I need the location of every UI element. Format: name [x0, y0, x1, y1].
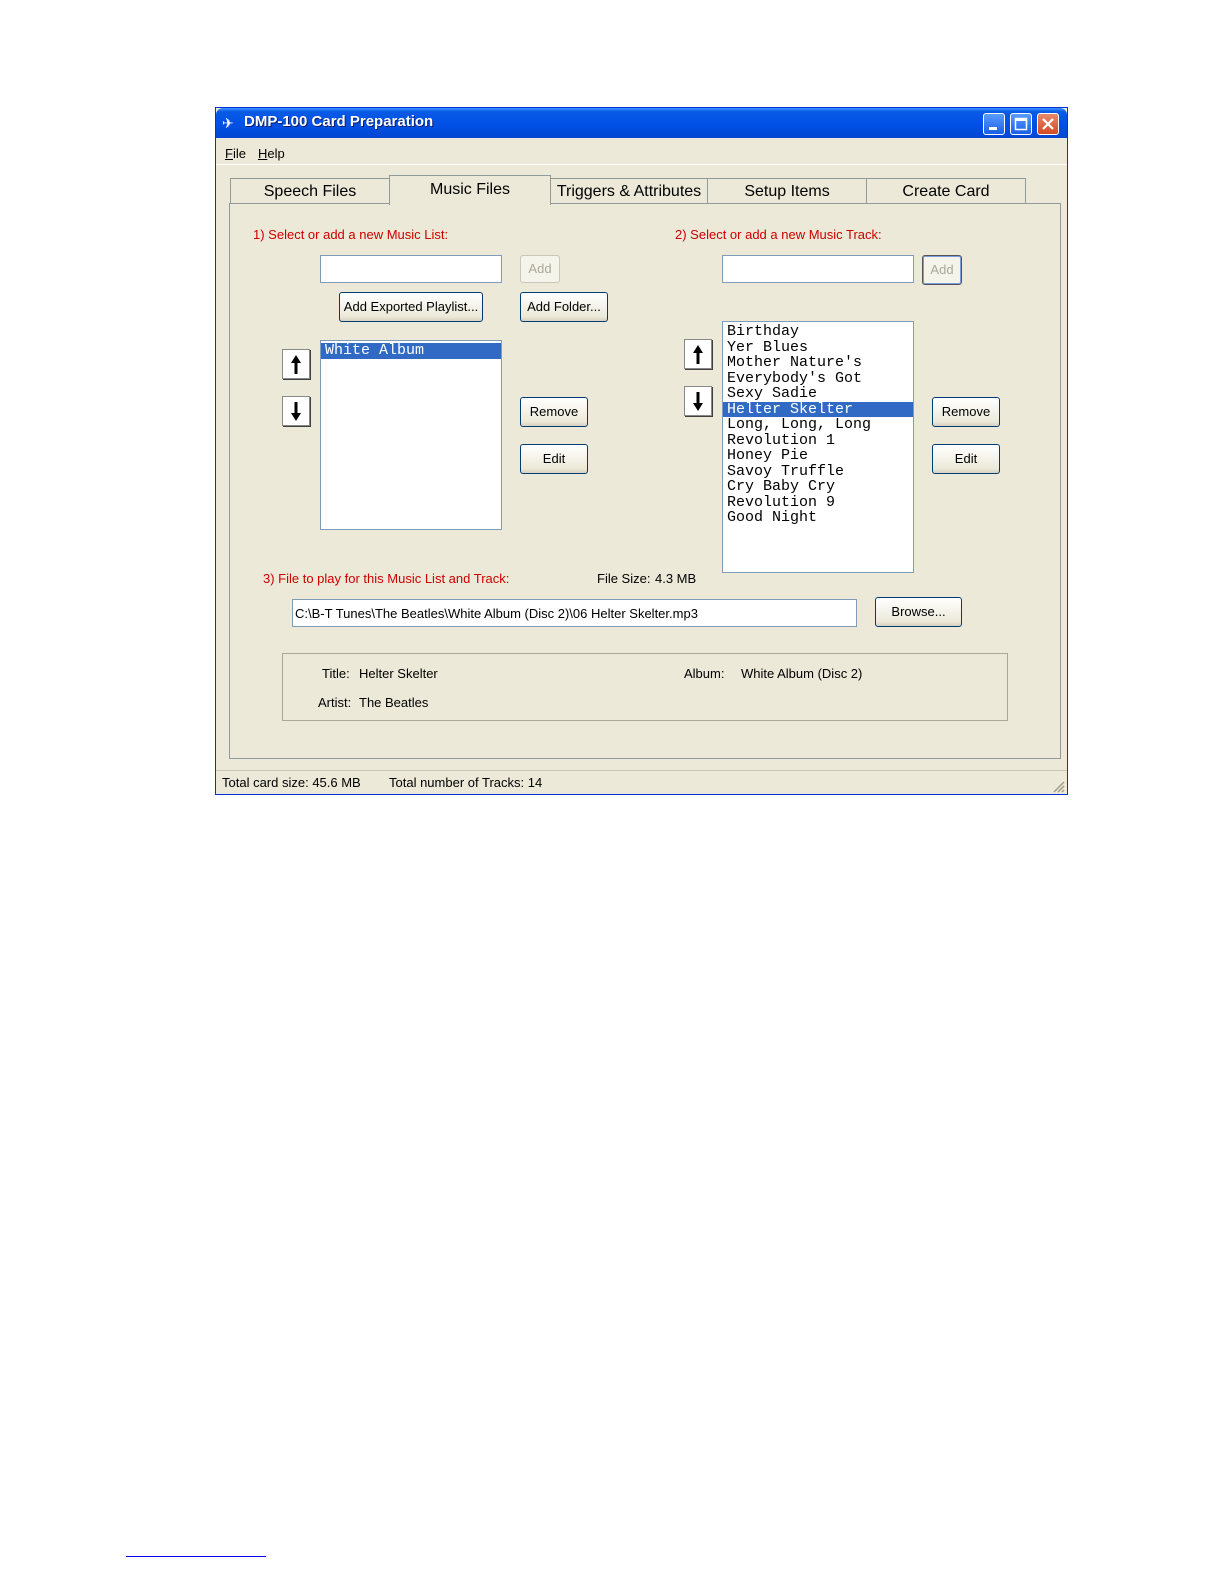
status-card-size: Total card size: 45.6 MB — [222, 775, 361, 790]
music-list-move-up-button[interactable] — [282, 349, 310, 379]
album-value: White Album (Disc 2) — [741, 666, 863, 681]
music-track-move-up-button[interactable] — [684, 339, 712, 369]
music-list-input[interactable] — [320, 255, 502, 283]
music-list-listbox[interactable] — [320, 340, 502, 530]
title-value: Helter Skelter — [359, 666, 438, 681]
music-track-input[interactable] — [722, 255, 914, 283]
music-track-listbox[interactable] — [722, 321, 914, 573]
title-label: Title: — [322, 666, 350, 681]
menu-file[interactable]: File — [225, 146, 246, 161]
close-icon — [1038, 114, 1058, 134]
music-track-list-item[interactable]: Cry Baby Cry — [727, 478, 836, 495]
music-track-list-item[interactable]: Birthday — [727, 323, 800, 340]
music-track-edit-button[interactable]: Edit — [932, 444, 1000, 474]
file-size-value: 4.3 MB — [655, 571, 697, 586]
music-track-list-item[interactable]: Revolution 1 — [727, 431, 836, 449]
music-track-list-item[interactable]: Helter Skelter — [723, 402, 913, 418]
add-folder-button[interactable]: Add Folder... — [520, 292, 608, 322]
title-bar[interactable] — [216, 108, 1067, 138]
minimize-icon — [984, 114, 1004, 134]
artist-label: Artist: — [318, 695, 352, 710]
music-track-add-button[interactable]: Add — [922, 255, 962, 285]
status-track-count: Total number of Tracks: 14 — [389, 775, 543, 790]
track-info-group — [282, 653, 1008, 721]
music-list-heading: 1) Select or add a new Music List: — [253, 227, 449, 242]
close-button[interactable] — [1037, 113, 1059, 135]
music-track-remove-button[interactable]: Remove — [932, 397, 1000, 427]
maximize-icon — [1011, 114, 1031, 134]
music-track-move-down-button[interactable] — [684, 386, 712, 416]
music-list-list-item[interactable]: White Album — [321, 343, 501, 359]
menu-help[interactable]: Help — [258, 146, 285, 161]
tab-music-files[interactable]: Music Files — [389, 175, 551, 205]
window-title: DMP-100 Card Preparation — [244, 113, 434, 130]
music-track-list-item[interactable]: Long, Long, Long — [727, 416, 872, 433]
music-list-remove-button[interactable]: Remove — [520, 397, 588, 427]
music-track-list-item[interactable]: Sexy Sadie — [727, 385, 818, 402]
artist-value: The Beatles — [359, 695, 429, 710]
music-list-move-down-button[interactable] — [282, 396, 310, 426]
music-track-list-item[interactable]: Honey Pie — [727, 447, 809, 464]
maximize-button[interactable] — [1010, 113, 1032, 135]
music-track-list-item[interactable]: Everybody's Got — [727, 369, 863, 387]
menu-bar — [216, 138, 1067, 165]
music-list-add-button[interactable]: Add — [520, 255, 560, 283]
minimize-button[interactable] — [983, 113, 1005, 135]
music-track-list-item[interactable]: Revolution 9 — [727, 493, 836, 511]
music-track-list-item[interactable]: Good Night — [727, 509, 818, 526]
add-exported-playlist-button[interactable]: Add Exported Playlist... — [339, 292, 483, 322]
file-size-label: File Size: — [597, 571, 651, 586]
music-track-heading: 2) Select or add a new Music Track: — [675, 227, 882, 242]
file-path-input[interactable] — [292, 599, 857, 627]
album-label: Album: — [684, 666, 725, 681]
arrow-up-icon — [283, 350, 309, 378]
page-link-underline — [126, 1556, 266, 1557]
airplane-icon: ✈ — [222, 115, 234, 131]
tab-triggers-attributes[interactable]: Triggers & Attributes — [550, 178, 708, 204]
tab-speech-files[interactable]: Speech Files — [230, 178, 390, 204]
music-track-list-item[interactable]: Savoy Truffle — [727, 462, 845, 480]
tab-create-card[interactable]: Create Card — [866, 178, 1026, 204]
music-track-list-item[interactable]: Mother Nature's — [727, 354, 863, 371]
tab-setup-items[interactable]: Setup Items — [707, 178, 867, 204]
arrow-up-icon — [685, 340, 711, 368]
app-window — [215, 107, 1068, 795]
file-heading: 3) File to play for this Music List and Track: — [263, 571, 510, 586]
arrow-down-icon — [685, 387, 711, 415]
music-list-edit-button[interactable]: Edit — [520, 444, 588, 474]
music-track-list-item[interactable]: Yer Blues — [727, 338, 809, 356]
music-files-panel — [229, 203, 1061, 759]
status-bar — [216, 770, 1067, 795]
resize-grip-icon[interactable] — [1051, 779, 1065, 793]
arrow-down-icon — [283, 397, 309, 425]
browse-button[interactable]: Browse... — [875, 597, 962, 627]
